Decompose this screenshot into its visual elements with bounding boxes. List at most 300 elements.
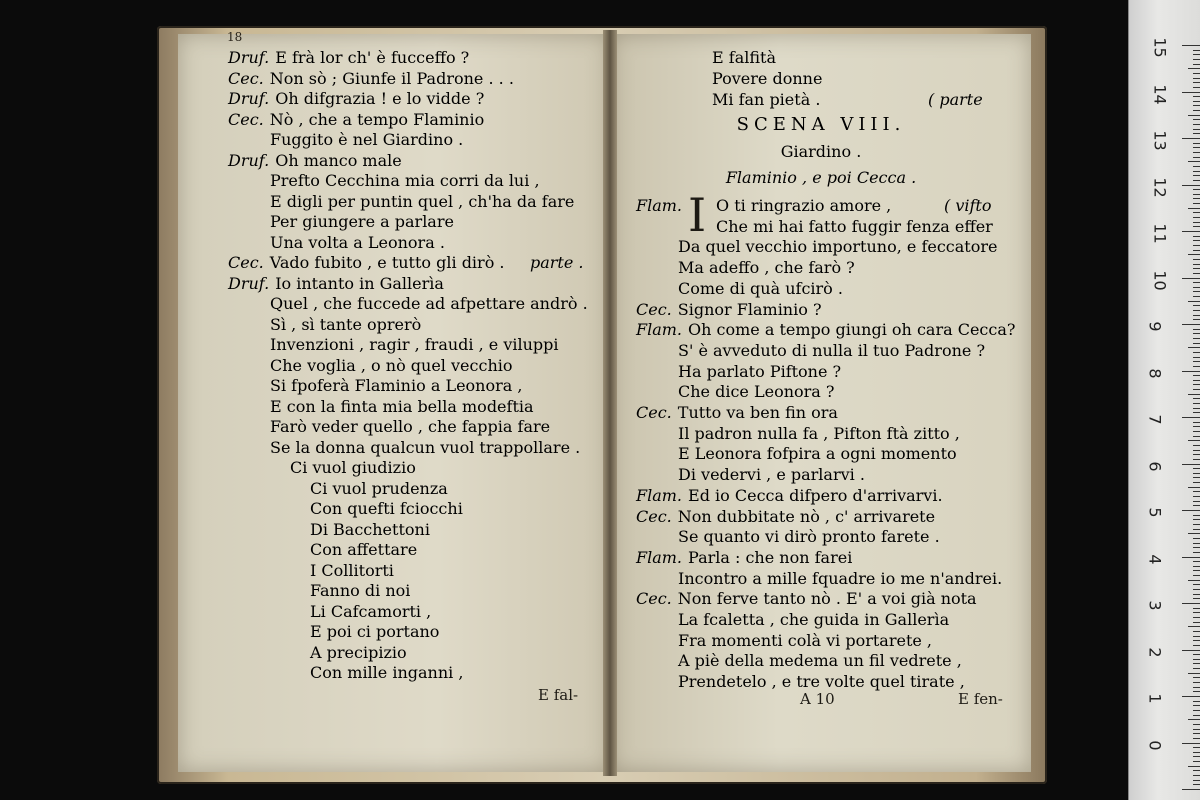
stage-direction: parte .: [530, 253, 584, 272]
verse-text: Prendetelo , e tre volte quel tirate ,: [678, 672, 965, 692]
ruler-tick: [1193, 315, 1200, 316]
ruler-tick: [1193, 264, 1200, 265]
right-line: [678, 610, 949, 630]
ruler-tick: [1193, 105, 1200, 106]
ruler-tick: [1193, 752, 1200, 753]
verse-text: Non sò ; Giunfe il Padrone . . .: [269, 68, 514, 88]
verse-text: Prefto Cecchina mia corri da lui ,: [270, 171, 540, 190]
ruler-tick: [1193, 519, 1200, 520]
ruler-tick: [1193, 189, 1200, 190]
left-line: [310, 499, 463, 519]
right-line: [678, 631, 932, 651]
ruler-tick: [1193, 570, 1200, 571]
ruler-tick: [1188, 347, 1200, 348]
right-catchword: E fen-: [958, 690, 1003, 708]
ruler-tick: [1193, 505, 1200, 506]
ruler-tick: [1193, 59, 1200, 60]
ruler-tick: [1193, 352, 1200, 353]
ruler-tick: [1193, 566, 1200, 567]
ruler-tick: [1193, 552, 1200, 553]
verse-text: La fcaletta , che guida in Gallerìa: [678, 610, 950, 629]
ruler-tick: [1193, 668, 1200, 669]
ruler-tick: [1193, 287, 1200, 288]
ruler-tick: [1193, 724, 1200, 725]
speaker-name: Cec.: [636, 589, 672, 609]
verse-text: Il padron nulla fa , Pifton ftà zitto ,: [678, 423, 960, 443]
left-page-number: 18: [227, 30, 243, 44]
verse-text: E con la finta mia bella modeftia: [270, 396, 534, 416]
verse-text: Mi fan pietà .: [712, 90, 821, 109]
left-line: [228, 151, 402, 171]
signature-mark: A 10: [800, 690, 835, 708]
speaker-name: Druf.: [228, 48, 270, 67]
ruler-tick: [1193, 784, 1200, 785]
ruler-tick: [1193, 654, 1200, 655]
verse-text: Sì , sì tante oprerò: [270, 314, 422, 334]
ruler-tick: [1193, 631, 1200, 632]
verse-text: Parla : che non farei: [688, 547, 853, 567]
ruler-tick: [1193, 203, 1200, 204]
right-line: [636, 507, 935, 527]
ruler-tick: [1193, 729, 1200, 730]
ruler-tick: [1193, 250, 1200, 251]
ruler-tick: [1193, 589, 1200, 590]
ruler-tick: [1193, 398, 1200, 399]
ruler-tick: [1193, 584, 1200, 585]
speaker-name: Cec.: [228, 253, 264, 272]
ruler-tick: [1193, 477, 1200, 478]
ruler-tick: [1193, 775, 1200, 776]
drop-capital: I: [688, 188, 707, 242]
ruler-tick: [1193, 501, 1200, 502]
ruler-tick: [1182, 278, 1200, 279]
ruler-tick: [1193, 770, 1200, 771]
scene-place: Giardino .: [780, 142, 862, 161]
ruler-number: 7: [1145, 414, 1165, 425]
verse-text: S' è avveduto di nulla il tuo Padrone ?: [678, 340, 986, 360]
ruler-tick: [1193, 598, 1200, 599]
ruler-tick: [1193, 319, 1200, 320]
ruler-tick: [1188, 440, 1200, 441]
speaker-name: Flam.: [636, 196, 683, 215]
verse-text: Povere donne: [712, 69, 823, 88]
ruler-number: 6: [1145, 460, 1165, 472]
verse-text: Non dubbitate nò , c' arrivarete: [677, 506, 936, 526]
ruler-tick: [1193, 529, 1200, 530]
ruler-number: 3: [1145, 600, 1165, 611]
speaker-name: Cec.: [636, 403, 672, 422]
right-line: [636, 486, 943, 506]
measuring-ruler: [1128, 0, 1200, 800]
left-line: [310, 663, 463, 683]
ruler-tick: [1193, 701, 1200, 702]
ruler-tick: [1182, 45, 1200, 46]
left-line: [310, 581, 410, 601]
left-line: [270, 438, 580, 458]
ruler-tick: [1193, 296, 1200, 297]
ruler-tick: [1193, 259, 1200, 260]
right-line: [678, 237, 997, 257]
ruler-tick: [1182, 557, 1200, 558]
ruler-tick: [1182, 743, 1200, 744]
right-line: [678, 341, 985, 361]
ruler-tick: [1193, 217, 1200, 218]
right-line: [678, 382, 835, 402]
verse-text: Incontro a mille fquadre io me n'andrei.: [678, 568, 1003, 588]
left-line: [228, 274, 444, 294]
ruler-tick: [1188, 254, 1200, 255]
ruler-tick: [1182, 696, 1200, 697]
ruler-tick: [1193, 636, 1200, 637]
left-line: [270, 233, 445, 253]
verse-text: Li Cafcamorti ,: [310, 601, 432, 621]
left-line: [270, 376, 522, 396]
verse-text: Se la donna qualcun vuol trappollare .: [270, 437, 581, 457]
verse-text: Ci vuol prudenza: [310, 478, 448, 498]
ruler-number: 1: [1145, 693, 1165, 704]
verse-text: A precipizio: [310, 642, 407, 662]
right-line: [636, 196, 688, 216]
ruler-tick: [1193, 412, 1200, 413]
verse-text: E frà lor ch' è fucceffo ?: [275, 48, 470, 67]
verse-text: Come di quà ufcirò .: [678, 278, 843, 298]
ruler-tick: [1193, 403, 1200, 404]
ruler-tick: [1193, 594, 1200, 595]
ruler-number: 10: [1150, 269, 1170, 291]
ruler-tick: [1193, 459, 1200, 460]
ruler-tick: [1193, 124, 1200, 125]
verse-text: Con affettare: [310, 540, 418, 559]
stage-direction: ( vifto: [944, 196, 992, 215]
ruler-tick: [1193, 389, 1200, 390]
verse-text: Oh difgrazia ! e lo vidde ?: [275, 89, 485, 108]
left-line: [270, 335, 559, 355]
right-line: [636, 589, 977, 609]
ruler-number: 8: [1145, 367, 1165, 379]
speaker-name: Flam.: [636, 320, 683, 340]
speaker-name: Cec.: [228, 109, 264, 129]
ruler-tick: [1193, 171, 1200, 172]
ruler-tick: [1182, 138, 1200, 139]
right-top-line: [712, 48, 776, 68]
verse-text: Farò veder quello , che fappia fare: [270, 417, 551, 436]
stage-direction: ( parte: [928, 90, 983, 109]
ruler-tick: [1193, 682, 1200, 683]
ruler-tick: [1193, 691, 1200, 692]
ruler-tick: [1193, 468, 1200, 469]
ruler-tick: [1188, 766, 1200, 767]
ruler-tick: [1193, 640, 1200, 641]
ruler-tick: [1188, 673, 1200, 674]
verse-text: Fra momenti colà vi portarete ,: [678, 630, 933, 650]
left-line: [228, 69, 514, 89]
left-line: [270, 315, 421, 335]
verse-text: Con quefti fciocchi: [310, 499, 463, 518]
ruler-tick: [1193, 226, 1200, 227]
ruler-tick: [1193, 384, 1200, 385]
ruler-tick: [1182, 324, 1200, 325]
ruler-tick: [1182, 417, 1200, 418]
ruler-tick: [1193, 110, 1200, 111]
verse-text: Fuggito è nel Giardino .: [270, 130, 464, 149]
ruler-tick: [1188, 580, 1200, 581]
ruler-tick: [1193, 333, 1200, 334]
verse-text: Invenzioni , ragir , fraudi , e viluppi: [270, 335, 559, 354]
ruler-tick: [1193, 291, 1200, 292]
ruler-tick: [1188, 394, 1200, 395]
verse-text: Se quanto vi dirò pronto farete .: [678, 527, 940, 547]
verse-text: Nò , che a tempo Flaminio: [269, 109, 485, 129]
left-line: [270, 397, 534, 417]
verse-text: E falfità: [712, 48, 776, 67]
left-line: [270, 294, 588, 314]
ruler-tick: [1193, 133, 1200, 134]
ruler-tick: [1193, 687, 1200, 688]
left-line: [310, 602, 431, 622]
ruler-tick: [1193, 561, 1200, 562]
ruler-tick: [1193, 375, 1200, 376]
left-line: [290, 458, 416, 478]
ruler-tick: [1193, 194, 1200, 195]
ruler-tick: [1188, 161, 1200, 162]
left-line: [310, 479, 448, 499]
ruler-tick: [1193, 143, 1200, 144]
ruler-tick: [1193, 524, 1200, 525]
verse-text: Vado fubito , e tutto gli dirò .: [269, 253, 505, 272]
left-line: [228, 89, 484, 109]
ruler-tick: [1188, 719, 1200, 720]
verse-text: Oh come a tempo giungi oh cara Cecca?: [688, 320, 1016, 340]
ruler-tick: [1193, 431, 1200, 432]
verse-text: Di Bacchettoni: [310, 519, 430, 539]
left-line: [270, 171, 540, 191]
ruler-tick: [1193, 575, 1200, 576]
ruler-tick: [1193, 96, 1200, 97]
verse-text: Signor Flaminio ?: [677, 299, 822, 319]
ruler-tick: [1193, 747, 1200, 748]
scene-heading: SCENA VIII.: [736, 114, 906, 135]
ruler-number: 13: [1150, 130, 1170, 151]
right-line: [678, 527, 940, 547]
right-line: [678, 444, 957, 464]
ruler-tick: [1193, 663, 1200, 664]
verse-text: Da quel vecchio importuno, e feccatore: [678, 237, 998, 257]
ruler-tick: [1193, 445, 1200, 446]
right-line: [678, 258, 855, 278]
ruler-tick: [1182, 185, 1200, 186]
verse-text: Ed io Cecca difpero d'arrivarvi.: [688, 485, 943, 505]
ruler-tick: [1193, 515, 1200, 516]
ruler-tick: [1193, 240, 1200, 241]
ruler-tick: [1193, 617, 1200, 618]
left-line: [270, 356, 513, 376]
ruler-tick: [1188, 487, 1200, 488]
left-line: [310, 561, 394, 581]
ruler-tick: [1193, 198, 1200, 199]
verse-text: Fanno di noi: [310, 581, 411, 600]
ruler-tick: [1193, 482, 1200, 483]
right-top-line: [712, 69, 822, 89]
ruler-tick: [1193, 50, 1200, 51]
verse-text: Non ferve tanto nò . E' a voi già nota: [677, 589, 977, 609]
right-line: [636, 403, 838, 423]
ruler-tick: [1193, 329, 1200, 330]
ruler-tick: [1188, 626, 1200, 627]
ruler-tick: [1193, 408, 1200, 409]
ruler-tick: [1193, 491, 1200, 492]
left-line: [310, 643, 407, 663]
ruler-tick: [1193, 547, 1200, 548]
ruler-tick: [1193, 622, 1200, 623]
left-line: [310, 622, 439, 642]
ruler-number: 15: [1150, 37, 1170, 58]
ruler-tick: [1193, 338, 1200, 339]
ruler-tick: [1193, 543, 1200, 544]
ruler-tick: [1193, 166, 1200, 167]
ruler-tick: [1182, 603, 1200, 604]
left-line: [228, 253, 505, 273]
verse-text: E poi ci portano: [310, 622, 440, 641]
ruler-tick: [1193, 733, 1200, 734]
ruler-tick: [1188, 301, 1200, 302]
ruler-tick: [1193, 245, 1200, 246]
ruler-tick: [1193, 268, 1200, 269]
verse-text: Per giungere a parlare: [270, 212, 454, 231]
ruler-tick: [1193, 73, 1200, 74]
ruler-tick: [1193, 780, 1200, 781]
ruler-tick: [1182, 371, 1200, 372]
left-line: [270, 192, 574, 212]
verse-text: Quel , che fuccede ad afpettare andrò .: [270, 294, 588, 313]
speaker-name: Flam.: [636, 485, 683, 505]
ruler-tick: [1193, 366, 1200, 367]
verse-text: Che voglia , o nò quel vecchio: [270, 355, 513, 375]
ruler-number: 2: [1145, 646, 1165, 658]
ruler-tick: [1193, 212, 1200, 213]
ruler-tick: [1182, 464, 1200, 465]
verse-text: Ci vuol giudizio: [290, 458, 416, 477]
ruler-tick: [1193, 78, 1200, 79]
ruler-number: 14: [1150, 83, 1170, 105]
ruler-tick: [1193, 64, 1200, 65]
speaker-name: Druf.: [228, 273, 270, 293]
verse-text: Ha parlato Piftone ?: [678, 361, 842, 381]
right-line: [636, 548, 852, 568]
ruler-tick: [1193, 496, 1200, 497]
ruler-tick: [1193, 236, 1200, 237]
ruler-number: 12: [1150, 176, 1170, 198]
ruler-tick: [1193, 310, 1200, 311]
ruler-number: 0: [1145, 739, 1165, 751]
ruler-tick: [1193, 147, 1200, 148]
verse-text: Che dice Leonora ?: [678, 382, 835, 402]
ruler-tick: [1193, 710, 1200, 711]
ruler-tick: [1193, 101, 1200, 102]
ruler-tick: [1193, 152, 1200, 153]
ruler-tick: [1188, 68, 1200, 69]
verse-text: Si fpoferà Flaminio a Leonora ,: [270, 376, 523, 395]
ruler-tick: [1193, 157, 1200, 158]
ruler-tick: [1193, 54, 1200, 55]
ruler-tick: [1193, 357, 1200, 358]
speaker-name: Druf.: [228, 150, 270, 170]
ruler-tick: [1193, 87, 1200, 88]
ruler-tick: [1193, 645, 1200, 646]
verse-text: E Leonora fofpira a ogni momento: [678, 444, 957, 464]
ruler-tick: [1193, 473, 1200, 474]
right-line: [678, 362, 841, 382]
speaker-name: Flam.: [636, 547, 683, 567]
right-line: [678, 569, 1002, 589]
ruler-tick: [1182, 789, 1200, 790]
ruler-tick: [1193, 436, 1200, 437]
verse-text: Una volta a Leonora .: [270, 232, 445, 252]
ruler-number: 11: [1150, 223, 1170, 244]
right-line: [678, 279, 843, 299]
ruler-tick: [1193, 422, 1200, 423]
ruler-tick: [1193, 380, 1200, 381]
verse-text: I Collitorti: [310, 560, 394, 580]
ruler-tick: [1193, 612, 1200, 613]
ruler-tick: [1193, 222, 1200, 223]
left-catchword: E fal-: [538, 686, 579, 704]
verse-text: Con mille inganni ,: [310, 663, 464, 682]
ruler-tick: [1188, 533, 1200, 534]
ruler-tick: [1193, 705, 1200, 706]
speaker-name: Cec.: [636, 506, 672, 526]
ruler-tick: [1193, 361, 1200, 362]
ruler-tick: [1193, 426, 1200, 427]
verse-text: A piè della medema un fil vedrete ,: [678, 651, 962, 671]
ruler-number: 9: [1145, 321, 1165, 332]
ruler-tick: [1182, 510, 1200, 511]
ruler-tick: [1193, 305, 1200, 306]
right-line: Che mi hai fatto fuggir fenza effer: [716, 216, 993, 236]
speaker-name: Cec.: [636, 299, 672, 319]
right-line: [678, 424, 960, 444]
left-line: [270, 130, 463, 150]
left-line: [270, 417, 550, 437]
ruler-tick: [1193, 175, 1200, 176]
right-line: [678, 651, 962, 671]
ruler-number: 5: [1145, 507, 1165, 518]
right-line: [678, 672, 965, 692]
ruler-tick: [1193, 538, 1200, 539]
ruler-tick: [1193, 119, 1200, 120]
right-top-line: [712, 90, 820, 110]
left-line: [270, 212, 454, 232]
ruler-tick: [1182, 650, 1200, 651]
ruler-tick: [1193, 282, 1200, 283]
ruler-tick: [1193, 659, 1200, 660]
ruler-tick: [1193, 343, 1200, 344]
ruler-tick: [1188, 115, 1200, 116]
ruler-tick: [1193, 608, 1200, 609]
ruler-tick: [1193, 82, 1200, 83]
speaker-name: Cec.: [228, 68, 264, 88]
right-line: O ti ringrazio amore ,: [716, 196, 892, 215]
ruler-tick: [1193, 738, 1200, 739]
right-line: [636, 300, 822, 320]
verse-text: Io intanto in Gallerìa: [275, 273, 444, 293]
left-line: [228, 48, 469, 68]
left-line: [310, 540, 417, 560]
speaker-name: Druf.: [228, 89, 270, 108]
ruler-tick: [1193, 450, 1200, 451]
ruler-tick: [1193, 129, 1200, 130]
verse-text: E digli per puntin quel , ch'ha da fare: [270, 191, 575, 211]
right-line: [636, 320, 1015, 340]
